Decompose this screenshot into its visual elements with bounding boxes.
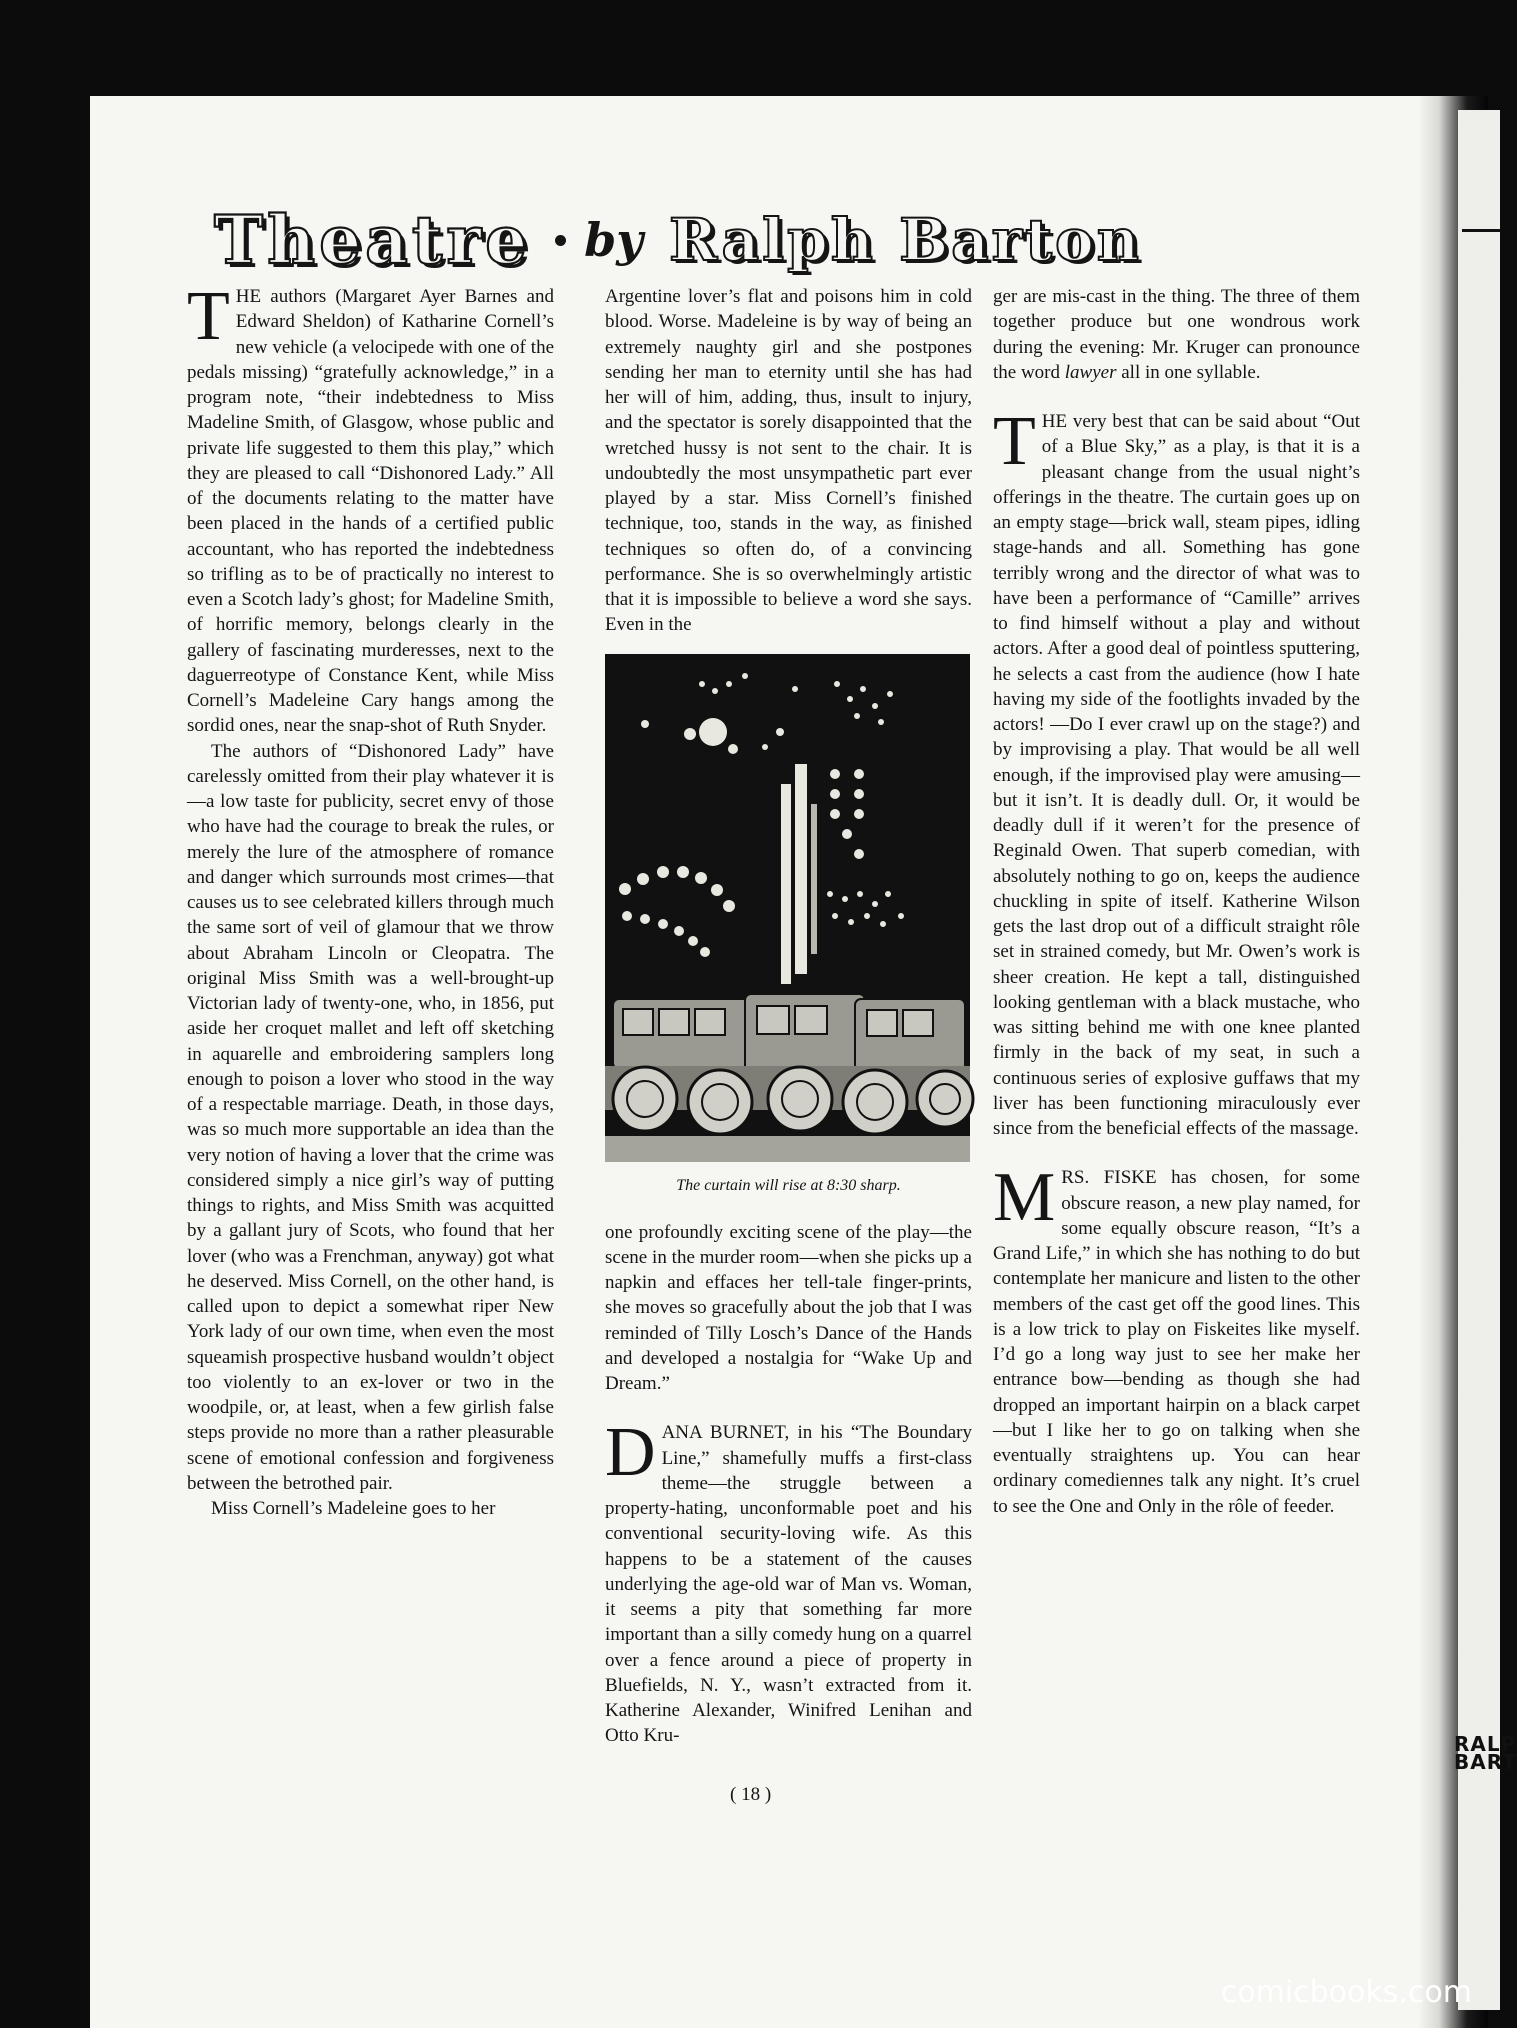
facing-page-edge: [1458, 110, 1500, 2010]
drop-cap: D: [605, 1414, 656, 1492]
paragraph-cornell-intro: THE authors (Margaret Ayer Barnes and Edward Sheldon) of Katharine Cornell’s new vehicle (a velocipede with one of the pedals missing) “gratefully acknowledge,” in a program note, “their indebtedness to Miss Madeline Smith, of Glasgow, whose public and private life suggested to them this play,” which they are pleased to call “Dishonored Lady.” All of the documents relating to the matter have been placed in the hands of a certified public accountant, who has reported the indebtedness so trifling as to be of practically no interest to even a Scotch lady’s ghost; for Madeline Smith, of horrific memory, belongs clearly in the gallery of fascinating murderesses, next to the daguerreotype of Constance Kent, while Miss Cornell’s Madeleine Cary hangs among the sordid ones, near the snap-shot of Ruth Snyder.: [187, 278, 554, 737]
drop-cap: M: [993, 1159, 1056, 1237]
paragraph-blue-sky: THE very best that can be said about “Out of a Blue Sky,” as a play, is that it is a pleasant change from the usual night’s offerings in the theatre. The curtain goes up on an empty stage—brick wall, steam pipes, idling stage-hands and all. Something has gone terribly wrong and the director of what was to have been a performance of “Camille” arrives to find himself without a play and without actors. After a good deal of pointless sputtering, he selects a cast from the audience (how I hate having my side of the footlights invaded by the actors! —Do I ever crawl up on the stage?) and by improvising a play. That would be all well enough, if the improvised play were amusing—but it isn’t. It is deadly dull. Or, it would be deadly dull if it weren’t for the presence of Reginald Owen. That superb comedian, with absolutely nothing to go on, keeps the audience chuckling in spite of itself. Katherine Wilson gets the last drop out of a difficult straight rôle set in strained comedy, but Mr. Owen’s work is sheer creation. He kept a tall, distinguished looking gentleman with a black mustache, who was sitting behind me with one knee planted firmly in the back of my seat, in such a continuous series of explosive guffaws that my liver has been functioning miraculously ever since from the beneficial effects of the massage.: [993, 403, 1360, 1139]
column-3: [993, 284, 1360, 1519]
heading-bullet: [555, 235, 566, 246]
theatre-street-illustration: [605, 654, 970, 1162]
drop-cap: T: [993, 403, 1036, 480]
paragraph-murder-scene: one profoundly exciting scene of the play—the scene in the murder room—when she picks up a napkin and effaces her tell-tale finger-prints, she moves so gracefully about the job that I was reminded of Tilly Losch’s Dance of the Hands and developed a nostalgia for “Wake Up and Dream.”: [605, 1221, 972, 1394]
column-1: [187, 278, 554, 1521]
drop-cap: T: [187, 278, 230, 355]
paragraph-madeleine: Miss Cornell’s Madeleine goes to her: [211, 1498, 496, 1519]
italic-word: lawyer: [1064, 361, 1117, 383]
article-heading: [214, 201, 1324, 279]
illustration: [605, 654, 972, 1196]
facing-page-signature: RALP BART: [1454, 1732, 1517, 1774]
heading-title: Theatre: [214, 201, 532, 279]
heading-author: Ralph Barton: [669, 206, 1142, 274]
page-number: ( 18 ): [730, 1784, 772, 1805]
paragraph-kruger: ger are mis-cast in the thing. The three of them together produce but one wondrous work during the evening: Mr. Kruger can pronounce the word lawyer all in one syllable.: [993, 286, 1360, 383]
heading-by: by: [584, 213, 644, 267]
paragraph-argentine: Argentine lover’s flat and poisons him in cold blood. Worse. Madeleine is by way of being an extremely naughty girl and she postpones sending her man to eternity until she has had her will of him, adding, thus, insult to injury, and the spectator is sorely disappointed that the wretched hussy is not sent to the chair. It is undoubtedly the most unsympathetic part ever played by a star. Miss Cornell’s finished technique, too, stands in the way, as finished techniques so often do, of a convincing performance. She is so overwhelmingly artistic that it is impossible to believe a word she says. Even in the: [605, 286, 972, 636]
paragraph-boundary-line: DANA BURNET, in his “The Boundary Line,” shamefully muffs a first-class theme—the struggle between a property-hating, unconformable poet and his conventional security-loving wife. As this happens to be a statement of the causes underlying the age-old war of Man vs. Woman, it seems a pity that something far more important than a silly comedy hung on a quarrel over a fence around a piece of property in Bluefields, N. Y., wasn’t extracted from it. Katherine Alexander, Winifred Lenihan and Otto Kru-: [605, 1414, 972, 1747]
illustration-image: [605, 654, 970, 1162]
column-2: [605, 284, 972, 1749]
paragraph-fiske: MRS. FISKE has chosen, for some obscure reason, a new play named, for some equally obscure reason, “It’s a Grand Life,” in which she has nothing to do but contemplate her manicure and listen to the other members of the cast get off the good lines. This is a low trick to play on Fiskeites like myself. I’d go a long way just to see her make her entrance bow—bending as though she had dropped an important hairpin on a black carpet—but I like her to go on talking when she eventually straightens up. You can hear ordinary comediennes talk any night. It’s cruel to see the One and Only in the rôle of feeder.: [993, 1159, 1360, 1517]
paragraph-authors: The authors of “Dishonored Lady” have carelessly omitted from their play whatever it is—a low taste for publicity, secret envy of those who have had the courage to break the rules, or merely the lure of the atmosphere of romance and danger which surrounds most crimes—that causes us to see celebrated killers through much the same sort of veil of glamour that we throw about Abraham Lincoln or Cleopatra. The original Miss Smith was a well-brought-up Victorian lady of twenty-one, who, in 1856, put aside her croquet mallet and left off sketching in aquarelle and embroidering samplers long enough to poison a lover who stood in the way of a respectable marriage. Death, in those days, was so much more supportable an idea than the very notion of having a lover that the crime was considered simply a nice girl’s way of putting things to rights, and Miss Smith was acquitted by a gallant jury of Scots, who found that her lover (who was a Frenchman, anyway) got what he deserved. Miss Cornell, on the other hand, is called upon to depict a somewhat riper New York lady of our own time, when even the most squeamish prospective husband wouldn’t object too violently to an ex-lover or two in the woodpile, or, at least, when a few girlish false steps provide no more than a rather pleasurable scene of emotional confession and forgiveness between the betrothed pair.: [187, 740, 554, 1494]
facing-page-rule: [1462, 229, 1500, 232]
watermark: comicbooks.com: [1220, 1975, 1472, 2010]
illustration-caption: The curtain will rise at 8:30 sharp.: [676, 1176, 901, 1194]
